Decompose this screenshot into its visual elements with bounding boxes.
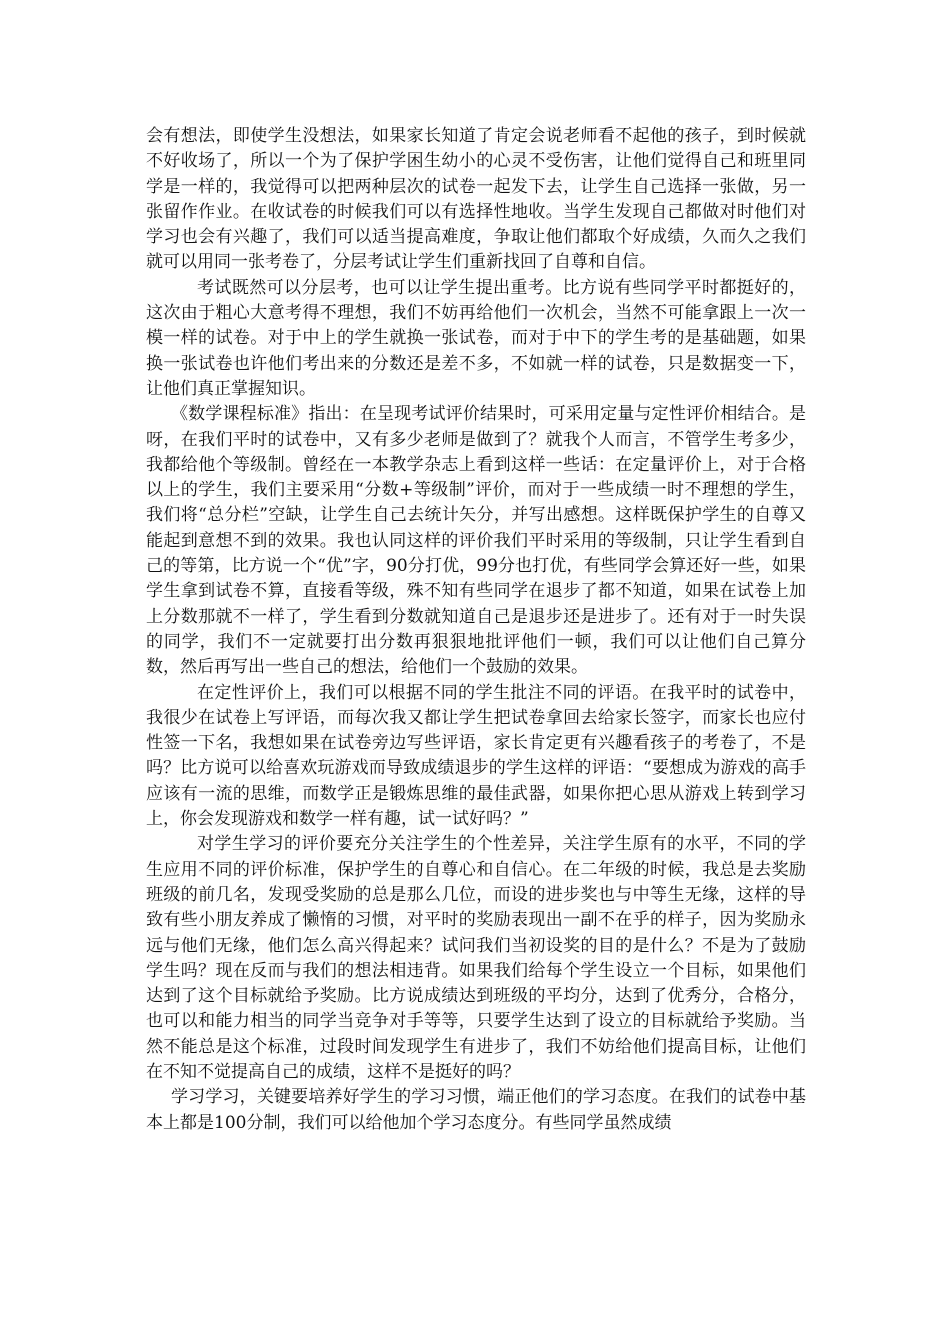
paragraph-3: 《数学课程标准》指出：在呈现考试评价结果时，可采用定量与定性评价相结合。是呀，在我们平时的试卷中，又有多少老师是做到了？就我个人而言，不管学生考多少，我都给他个等级制。曾经在一本教学杂志上看到这样一些话：在定量评价上，对于合格以上的学生，我们主要采用“分数+等级制”评价，而对于一些成绩一时不理想的学生，我们将“总分栏”空缺，让学生自己去统计矢分，并写出感想。这样既保护学生的自尊又能起到意想不到的效果。我也认同这样的评价我们平时采用的等级制，只让学生看到自己的等第，比方说一个“优”字，90分打优，99分也打优，有些同学会算还好一些，如果学生拿到试卷不算，直接看等级，殊不知有些同学在退步了都不知道，如果在试卷上加上分数那就不一样了，学生看到分数就知道自己是退步还是进步了。还有对于一时失误的同学，我们不一定就要打出分数再狠狠地批评他们一顿，我们可以让他们自己算分数，然后再写出一些自己的想法，给他们一个鼓励的效果。 — [146, 404, 806, 678]
document-body — [146, 124, 806, 1136]
paragraph-1: 会有想法，即使学生没想法，如果家长知道了肯定会说老师看不起他的孩子，到时候就不好收场了，所以一个为了保护学困生幼小的心灵不受伤害，让他们觉得自己和班里同学是一样的，我觉得可以把两种层次的试卷一起发下去，让学生自己选择一张做，另一张留作作业。在收试卷的时候我们可以有选择性地收。当学生发现自己都做对时他们对学习也会有兴趣了，我们可以适当提高难度，争取让他们都取个好成绩，久而久之我们就可以用同一张考卷了，分层考试让学生们重新找回了自尊和自信。 — [146, 126, 806, 273]
paragraph-2: 考试既然可以分层考，也可以让学生提出重考。比方说有些同学平时都挺好的，这次由于粗心大意考得不理想，我们不妨再给他们一次机会，当然不可能拿跟上一次一模一样的试卷。对于中上的学生就换一张试卷，而对于中下的学生考的是基础题，如果换一张试卷也许他们考出来的分数还是差不多，不如就一样的试卷，只是数据变一下，让他们真正掌握知识。 — [146, 277, 806, 399]
paragraph-5: 对学生学习的评价要充分关注学生的个性差异，关注学生原有的水平，不同的学生应用不同的评价标准，保护学生的自尊心和自信心。在二年级的时候，我总是去奖励班级的前几名，发现受奖励的总是那么几位，而设的进步奖也与中等生无缘，这样的导致有些小朋友养成了懒惰的习惯，对平时的奖励表现出一副不在乎的样子，因为奖励永远与他们无缘，他们怎么高兴得起来？试问我们当初设奖的目的是什么？不是为了鼓励学生吗？现在反而与我们的想法相违背。如果我们给每个学生设立一个目标，如果他们达到了这个目标就给予奖励。比方说成绩达到班级的平均分，达到了优秀分，合格分，也可以和能力相当的同学当竞争对手等等，只要学生达到了设立的目标就给予奖励。当然不能总是这个标准，过段时间发现学生有进步了，我们不妨给他们提高目标，让他们在不知不觉提高自己的成绩，这样不是挺好的吗？ — [146, 834, 806, 1082]
paragraph-6: 学习学习，关键要培养好学生的学习习惯，端正他们的学习态度。在我们的试卷中基本上都是100分制，我们可以给他加个学习态度分。有些同学虽然成绩 — [146, 1087, 806, 1133]
paragraph-4: 在定性评价上，我们可以根据不同的学生批注不同的评语。在我平时的试卷中，我很少在试卷上写评语，而每次我又都让学生把试卷拿回去给家长签字，而家长也应付性签一下名，我想如果在试卷旁边写些评语，家长肯定更有兴趣看孩子的考卷了，不是吗？比方说可以给喜欢玩游戏而导致成绩退步的学生这样的评语：“要想成为游戏的高手应该有一流的思维，而数学正是锻炼思维的最佳武器，如果你把心思从游戏上转到学习上，你会发现游戏和数学一样有趣，试一试好吗？” — [146, 682, 806, 830]
